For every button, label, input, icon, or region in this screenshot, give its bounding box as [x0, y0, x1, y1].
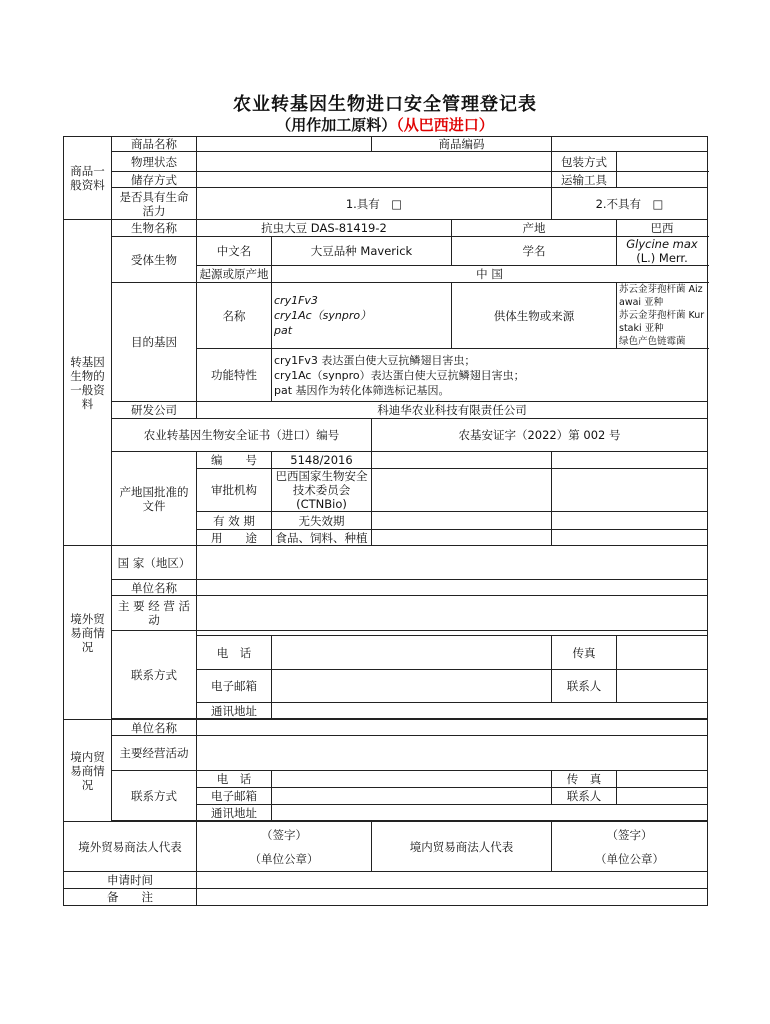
- foreign-rep-sign: （签字）: [261, 827, 307, 842]
- authority-label: 审批机构: [197, 469, 272, 512]
- domestic-rep-sign-area[interactable]: [552, 822, 708, 872]
- packaging-field[interactable]: [617, 152, 708, 172]
- authority-value: [272, 469, 372, 512]
- foreign-fax-field[interactable]: [617, 636, 708, 670]
- foreign-address-label: 通讯地址: [197, 703, 272, 719]
- developer-label: 研发公司: [112, 402, 197, 419]
- domestic-person-label: 联系人: [552, 788, 617, 805]
- use-extra-2[interactable]: [552, 530, 708, 546]
- domestic-business-label: 主要经营活动: [112, 736, 197, 771]
- apply-time-field[interactable]: [197, 872, 708, 889]
- registration-form: [63, 136, 708, 906]
- transport-field[interactable]: [617, 172, 708, 188]
- foreign-rep-seal: （单位公章）: [249, 851, 319, 866]
- organism-name-label: 生物名称: [112, 220, 197, 237]
- commodity-name-label: 商品名称: [112, 137, 197, 152]
- use-value: 食品、饲料、种植: [272, 530, 372, 546]
- donor-values: [617, 283, 708, 349]
- foreign-rep-label: 境外贸易商法人代表: [64, 822, 197, 872]
- origin-label: 产地: [452, 220, 617, 237]
- validity-extra-1[interactable]: [372, 512, 552, 530]
- commodity-code-label: 商品编码: [372, 137, 552, 152]
- page-subtitle: [0, 114, 770, 135]
- foreign-section-label: 境外贸易商情况: [64, 546, 112, 720]
- sci-name-value: [617, 237, 708, 266]
- foreign-phone-field[interactable]: [272, 636, 552, 670]
- remarks-field[interactable]: [197, 889, 708, 906]
- subtitle-origin: （从巴西进口）: [396, 116, 494, 134]
- page-title: 农业转基因生物进口安全管理登记表: [233, 94, 537, 115]
- donor-line-3: 绿色产色链霉菌: [619, 336, 686, 347]
- origin-value: 巴西: [617, 220, 708, 237]
- sci-name-label: 学名: [452, 237, 617, 266]
- foreign-person-label: 联系人: [552, 670, 617, 703]
- apply-time-label: 申请时间: [64, 872, 197, 889]
- authority-extra-1[interactable]: [372, 469, 552, 512]
- cn-name-value: 大豆品种 Maverick: [272, 237, 452, 266]
- foreign-address-field[interactable]: [272, 703, 708, 719]
- use-label: 用 途: [197, 530, 272, 546]
- foreign-unit-field[interactable]: [197, 580, 708, 596]
- sci-name-rest: (L.) Merr.: [636, 251, 688, 265]
- foreign-contact-label: 联系方式: [112, 631, 197, 719]
- certificate-label: 农业转基因生物安全证书（进口）编号: [112, 419, 372, 452]
- certificate-value: 农基安证字（2022）第 002 号: [372, 419, 708, 452]
- organism-name-value: 抗虫大豆 DAS-81419-2: [197, 220, 452, 237]
- foreign-email-field[interactable]: [272, 670, 552, 703]
- donor-line-2: 苏云金芽孢杆菌 Kurstaki 亚种: [619, 310, 705, 334]
- foreign-rep-sign-area[interactable]: [197, 822, 372, 872]
- domestic-unit-field[interactable]: [197, 720, 708, 736]
- gmo-section-label: 转基因生物的一般资料: [64, 220, 112, 546]
- developer-value: 科迪华农业科技有限责任公司: [197, 402, 708, 419]
- approval-no-label: 编 号: [197, 452, 272, 469]
- domestic-phone-label: 电 话: [197, 771, 272, 788]
- commodity-section-label: 商品一般资料: [64, 137, 112, 220]
- gene-name-2: cry1Ac（synpro）: [274, 309, 372, 322]
- gene-name-label: 名称: [197, 283, 272, 349]
- domestic-email-field[interactable]: [272, 788, 552, 805]
- domestic-phone-field[interactable]: [272, 771, 552, 788]
- domestic-contact-label: 联系方式: [112, 771, 197, 821]
- remarks-label: 备 注: [64, 889, 197, 906]
- domestic-rep-sign: （签字）: [606, 827, 653, 842]
- commodity-name-field[interactable]: [197, 137, 372, 152]
- foreign-fax-label: 传真: [552, 636, 617, 670]
- target-gene-label: 目的基因: [112, 283, 197, 402]
- foreign-business-field[interactable]: [197, 596, 708, 631]
- domestic-address-label: 通讯地址: [197, 805, 272, 821]
- foreign-business-label: 主 要 经 营 活 动: [112, 596, 197, 631]
- donor-label: 供体生物或来源: [452, 283, 617, 349]
- storage-field[interactable]: [197, 172, 552, 188]
- domestic-fax-field[interactable]: [617, 771, 708, 788]
- source-label: 起源或原产地: [197, 266, 272, 283]
- authority-extra-2[interactable]: [552, 469, 708, 512]
- gene-name-3: pat: [274, 324, 293, 337]
- function-line-1: cry1Fv3 表达蛋白使大豆抗鳞翅目害虫；: [274, 353, 476, 367]
- gene-names: [272, 283, 452, 349]
- domestic-email-label: 电子邮箱: [197, 788, 272, 805]
- authority-abbr: (CTNBio): [296, 497, 347, 511]
- domestic-address-field[interactable]: [272, 805, 708, 821]
- function-line-3: pat 基因作为转化体筛选标记基因。: [274, 383, 450, 397]
- physical-state-field[interactable]: [197, 152, 552, 172]
- approval-docs-label: 产地国批准的文件: [112, 452, 197, 546]
- physical-state-label: 物理状态: [112, 152, 197, 172]
- source-value: 中 国: [272, 266, 708, 283]
- validity-label: 有 效 期: [197, 512, 272, 530]
- domestic-rep-label: 境内贸易商法人代表: [372, 822, 552, 872]
- domestic-section-label: 境内贸易商情况: [64, 720, 112, 822]
- cn-name-label: 中文名: [197, 237, 272, 266]
- commodity-code-field[interactable]: [552, 137, 708, 152]
- subtitle-prefix: （用作加工原料）: [276, 116, 397, 134]
- gene-name-1: cry1Fv3: [274, 294, 318, 307]
- function-line-2: cry1Ac（synpro）表达蛋白使大豆抗鳞翅目害虫；: [274, 368, 525, 382]
- approval-no-value: 5148/2016: [272, 452, 372, 469]
- domestic-unit-label: 单位名称: [112, 720, 197, 736]
- foreign-person-field[interactable]: [617, 670, 708, 703]
- sci-name-italic: Glycine max: [626, 237, 698, 251]
- authority-name: 巴西国家生物安全技术委员会: [275, 469, 368, 497]
- foreign-email-label: 电子邮箱: [197, 670, 272, 703]
- storage-label: 储存方式: [112, 172, 197, 188]
- domestic-rep-seal: （单位公章）: [595, 851, 664, 866]
- foreign-unit-label: 单位名称: [112, 580, 197, 596]
- function-label: 功能特性: [197, 349, 272, 402]
- function-values: [272, 349, 708, 402]
- viability-no-option[interactable]: 2.不具有 □: [552, 188, 708, 220]
- foreign-phone-label: 电 话: [197, 636, 272, 670]
- recipient-label: 受体生物: [112, 237, 197, 283]
- foreign-country-label: 国 家（地区）: [112, 546, 197, 580]
- domestic-fax-label: 传 真: [552, 771, 617, 788]
- transport-label: 运输工具: [552, 172, 617, 188]
- use-extra-1[interactable]: [372, 530, 552, 546]
- viability-label: 是否具有生命活力: [112, 188, 197, 220]
- foreign-country-field[interactable]: [197, 546, 708, 580]
- donor-line-1: 苏云金芽孢杆菌 Aizawai 亚种: [619, 284, 703, 308]
- validity-value: 无失效期: [272, 512, 372, 530]
- viability-yes-option[interactable]: 1.具有 □: [197, 188, 552, 220]
- approval-extra-2[interactable]: [552, 452, 708, 469]
- domestic-business-field[interactable]: [197, 736, 708, 771]
- domestic-person-field[interactable]: [617, 788, 708, 805]
- validity-extra-2[interactable]: [552, 512, 708, 530]
- approval-extra-1[interactable]: [372, 452, 552, 469]
- packaging-label: 包装方式: [552, 152, 617, 172]
